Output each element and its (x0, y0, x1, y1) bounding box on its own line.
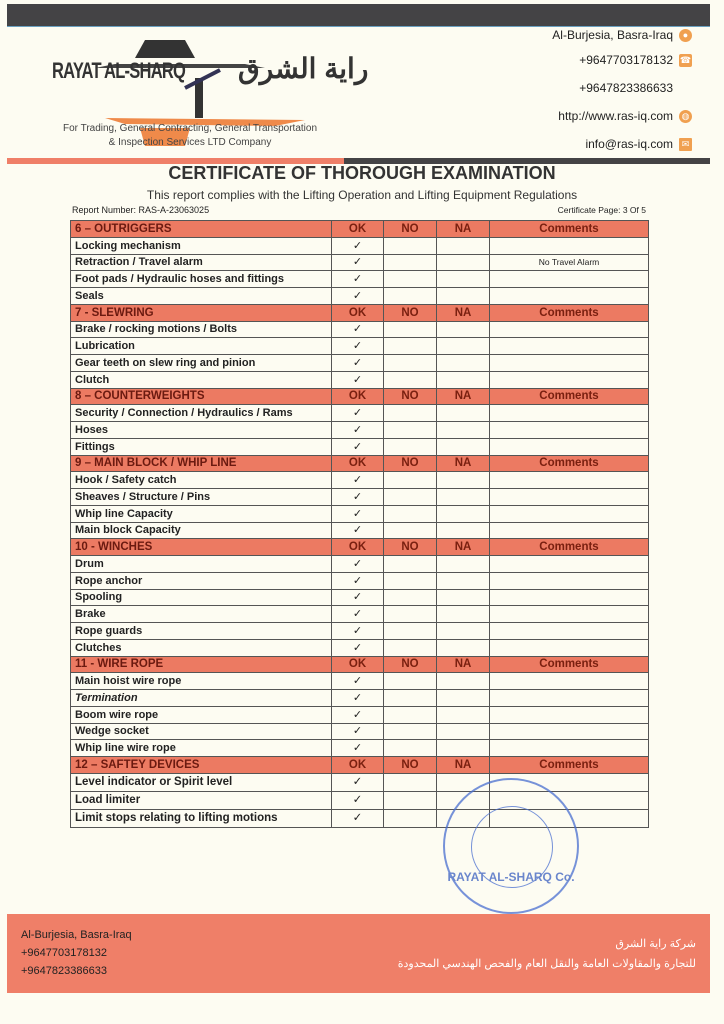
section-header-row (71, 221, 649, 238)
comment-cell (490, 338, 649, 355)
examination-table (70, 220, 649, 828)
comment-cell (490, 556, 649, 573)
no-cell (384, 723, 437, 740)
comment-cell (490, 589, 649, 606)
comments-header: Comments (490, 455, 649, 472)
ok-checkmark-icon: ✓ (332, 237, 384, 254)
location-pin-icon: ● (679, 29, 692, 42)
ok-checkmark-icon: ✓ (332, 809, 384, 827)
no-cell (384, 422, 437, 439)
ok-checkmark-icon: ✓ (332, 505, 384, 522)
comment-cell (490, 489, 649, 506)
table-row (71, 740, 649, 757)
na-cell (437, 690, 490, 707)
no-cell (384, 371, 437, 388)
ok-checkmark-icon: ✓ (332, 639, 384, 656)
document-subtitle: This report complies with the Lifting Operation and Lifting Equipment Regulations (146, 188, 578, 202)
table-row (71, 288, 649, 305)
no-header: NO (384, 388, 437, 405)
table-row (71, 556, 649, 573)
na-cell (437, 321, 490, 338)
no-cell (384, 623, 437, 640)
ok-checkmark-icon: ✓ (332, 589, 384, 606)
item-label: Clutch (71, 371, 332, 388)
na-cell (437, 288, 490, 305)
ok-checkmark-icon: ✓ (332, 740, 384, 757)
ok-checkmark-icon: ✓ (332, 338, 384, 355)
na-cell (437, 740, 490, 757)
item-label: Main block Capacity (71, 522, 332, 539)
ok-checkmark-icon: ✓ (332, 288, 384, 305)
no-cell (384, 489, 437, 506)
contact-phone-2 (579, 81, 673, 95)
no-cell (384, 438, 437, 455)
report-number: Report Number: RAS-A-23063025 (72, 205, 210, 215)
comments-header: Comments (490, 656, 649, 673)
telephone-icon: ☎ (679, 54, 692, 65)
no-cell (384, 472, 437, 489)
na-cell (437, 489, 490, 506)
no-cell (384, 288, 437, 305)
contact-website[interactable] (558, 109, 692, 123)
item-label: Termination (71, 690, 332, 707)
item-label: Level indicator or Spirit level (71, 773, 332, 791)
table-row (71, 489, 649, 506)
comment-cell (490, 505, 649, 522)
no-cell (384, 572, 437, 589)
na-header: NA (437, 539, 490, 556)
na-cell (437, 706, 490, 723)
na-header: NA (437, 656, 490, 673)
table-row (71, 505, 649, 522)
contact-phone-1 (579, 53, 692, 67)
table-row (71, 321, 649, 338)
no-cell (384, 740, 437, 757)
ok-checkmark-icon: ✓ (332, 321, 384, 338)
na-cell (437, 606, 490, 623)
item-label: Seals (71, 288, 332, 305)
comments-header: Comments (490, 304, 649, 321)
comments-header: Comments (490, 221, 649, 238)
comments-header: Comments (490, 388, 649, 405)
ok-checkmark-icon: ✓ (332, 606, 384, 623)
tagline-line-1: For Trading, General Contracting, General Transportation (62, 123, 318, 134)
table-row (71, 673, 649, 690)
globe-icon: ◍ (679, 110, 692, 123)
no-cell (384, 355, 437, 372)
table-row (71, 338, 649, 355)
comment-cell (490, 690, 649, 707)
section-header-row (71, 388, 649, 405)
ok-checkmark-icon: ✓ (332, 254, 384, 271)
comment-cell (490, 438, 649, 455)
footer-phone-2: +9647823386633 (21, 965, 107, 977)
address-text: Al-Burjesia, Basra-Iraq (552, 28, 673, 42)
item-label: Whip line wire rope (71, 740, 332, 757)
comment-cell (490, 271, 649, 288)
na-cell (437, 556, 490, 573)
table-row (71, 723, 649, 740)
ok-checkmark-icon: ✓ (332, 371, 384, 388)
no-cell (384, 338, 437, 355)
no-cell (384, 237, 437, 254)
section-header-row (71, 539, 649, 556)
na-cell (437, 639, 490, 656)
no-cell (384, 254, 437, 271)
comment-cell (490, 522, 649, 539)
na-cell (437, 572, 490, 589)
ok-header: OK (332, 221, 384, 238)
section-title: 11 - WIRE ROPE (71, 656, 332, 673)
comment-cell (490, 237, 649, 254)
ok-checkmark-icon: ✓ (332, 673, 384, 690)
brand-name-en: RAYAT AL-SHARQ (52, 58, 186, 83)
na-header: NA (437, 757, 490, 774)
table-row (71, 690, 649, 707)
item-label: Sheaves / Structure / Pins (71, 489, 332, 506)
ok-checkmark-icon: ✓ (332, 572, 384, 589)
stamp-text: RAYAT AL-SHARQ Co. (447, 870, 575, 884)
ok-checkmark-icon: ✓ (332, 489, 384, 506)
table-row (71, 271, 649, 288)
comment-cell (490, 606, 649, 623)
table-row (71, 371, 649, 388)
ok-header: OK (332, 455, 384, 472)
ok-checkmark-icon: ✓ (332, 438, 384, 455)
envelope-icon: ✉ (679, 138, 692, 151)
footer (7, 914, 710, 993)
item-label: Locking mechanism (71, 237, 332, 254)
ok-checkmark-icon: ✓ (332, 422, 384, 439)
item-label: Retraction / Travel alarm (71, 254, 332, 271)
item-label: Rope guards (71, 623, 332, 640)
item-label: Wedge socket (71, 723, 332, 740)
item-label: Drum (71, 556, 332, 573)
no-cell (384, 809, 437, 827)
section-title: 10 - WINCHES (71, 539, 332, 556)
comment-cell: No Travel Alarm (490, 254, 649, 271)
na-cell (437, 237, 490, 254)
item-label: Spooling (71, 589, 332, 606)
item-label: Fittings (71, 438, 332, 455)
na-cell (437, 673, 490, 690)
brand-name-ar: راية الشرق (238, 53, 369, 84)
na-cell (437, 254, 490, 271)
ok-checkmark-icon: ✓ (332, 271, 384, 288)
item-label: Hook / Safety catch (71, 472, 332, 489)
comment-cell (490, 371, 649, 388)
item-label: Gear teeth on slew ring and pinion (71, 355, 332, 372)
ok-header: OK (332, 757, 384, 774)
footer-arabic-name: شركة راية الشرق (615, 938, 696, 950)
section-header-row (71, 304, 649, 321)
section-header-row (71, 757, 649, 774)
item-label: Hoses (71, 422, 332, 439)
na-cell (437, 438, 490, 455)
na-cell (437, 723, 490, 740)
ok-checkmark-icon: ✓ (332, 690, 384, 707)
table-row (71, 522, 649, 539)
table-row (71, 773, 649, 791)
item-label: Boom wire rope (71, 706, 332, 723)
table-row (71, 237, 649, 254)
na-cell (437, 472, 490, 489)
company-stamp (443, 778, 579, 914)
na-cell (437, 355, 490, 372)
comment-cell (490, 321, 649, 338)
na-cell (437, 271, 490, 288)
na-header: NA (437, 388, 490, 405)
comments-header: Comments (490, 539, 649, 556)
no-cell (384, 405, 437, 422)
comment-cell (490, 740, 649, 757)
no-cell (384, 321, 437, 338)
section-header-row (71, 656, 649, 673)
ok-checkmark-icon: ✓ (332, 355, 384, 372)
ok-checkmark-icon: ✓ (332, 556, 384, 573)
na-cell (437, 589, 490, 606)
item-label: Main hoist wire rope (71, 673, 332, 690)
no-cell (384, 271, 437, 288)
no-cell (384, 606, 437, 623)
top-bar (7, 4, 710, 27)
section-header-row (71, 455, 649, 472)
ok-header: OK (332, 539, 384, 556)
section-title: 6 – OUTRIGGERS (71, 221, 332, 238)
comment-cell (490, 472, 649, 489)
ok-checkmark-icon: ✓ (332, 723, 384, 740)
no-cell (384, 589, 437, 606)
item-label: Whip line Capacity (71, 505, 332, 522)
no-header: NO (384, 221, 437, 238)
ok-checkmark-icon: ✓ (332, 773, 384, 791)
na-cell (437, 505, 490, 522)
comment-cell (490, 572, 649, 589)
section-title: 12 – SAFTEY DEVICES (71, 757, 332, 774)
no-cell (384, 673, 437, 690)
table-row (71, 355, 649, 372)
ok-header: OK (332, 656, 384, 673)
item-label: Rope anchor (71, 572, 332, 589)
website-link[interactable]: http://www.ras-iq.com (558, 109, 673, 123)
ok-checkmark-icon: ✓ (332, 623, 384, 640)
item-label: Limit stops relating to lifting motions (71, 809, 332, 827)
na-cell (437, 405, 490, 422)
table-row (71, 438, 649, 455)
comment-cell (490, 639, 649, 656)
item-label: Foot pads / Hydraulic hoses and fittings (71, 271, 332, 288)
tagline (40, 122, 340, 150)
comment-cell (490, 673, 649, 690)
table-row (71, 472, 649, 489)
contact-address (552, 28, 692, 42)
ok-header: OK (332, 388, 384, 405)
table-row (71, 589, 649, 606)
ok-checkmark-icon: ✓ (332, 522, 384, 539)
no-cell (384, 505, 437, 522)
document-title: CERTIFICATE OF THOROUGH EXAMINATION (168, 163, 556, 183)
item-label: Clutches (71, 639, 332, 656)
comment-cell (490, 422, 649, 439)
table-row (71, 422, 649, 439)
section-title: 9 – MAIN BLOCK / WHIP LINE (71, 455, 332, 472)
no-cell (384, 773, 437, 791)
section-title: 8 – COUNTERWEIGHTS (71, 388, 332, 405)
ok-checkmark-icon: ✓ (332, 791, 384, 809)
footer-address: Al-Burjesia, Basra-Iraq (21, 929, 132, 941)
comment-cell (490, 405, 649, 422)
comment-cell (490, 623, 649, 640)
table-row (71, 706, 649, 723)
table-row (71, 405, 649, 422)
na-cell (437, 522, 490, 539)
no-cell (384, 690, 437, 707)
ok-header: OK (332, 304, 384, 321)
table-row (71, 623, 649, 640)
comments-header: Comments (490, 757, 649, 774)
phone-2-text: +9647823386633 (579, 81, 673, 95)
table-row (71, 254, 649, 271)
footer-contact (21, 926, 132, 980)
table-row (71, 639, 649, 656)
certificate-page-number: Certificate Page: 3 Of 5 (557, 205, 646, 215)
na-cell (437, 338, 490, 355)
comment-cell (490, 706, 649, 723)
footer-arabic-description: للتجارة والمقاولات العامة والنقل العام والفحص الهندسي المحدودة (397, 958, 696, 970)
table-row (71, 606, 649, 623)
ok-checkmark-icon: ✓ (332, 405, 384, 422)
item-label: Brake (71, 606, 332, 623)
no-header: NO (384, 539, 437, 556)
no-cell (384, 639, 437, 656)
contact-email[interactable] (585, 137, 692, 151)
comment-cell (490, 355, 649, 372)
na-header: NA (437, 304, 490, 321)
no-header: NO (384, 757, 437, 774)
item-label: Lubrication (71, 338, 332, 355)
na-cell (437, 422, 490, 439)
comment-cell (490, 723, 649, 740)
na-cell (437, 371, 490, 388)
item-label: Brake / rocking motions / Bolts (71, 321, 332, 338)
phone-1-text: +9647703178132 (579, 53, 673, 67)
no-cell (384, 791, 437, 809)
no-header: NO (384, 656, 437, 673)
item-label: Security / Connection / Hydraulics / Rams (71, 405, 332, 422)
comment-cell (490, 288, 649, 305)
footer-phone-1: +9647703178132 (21, 947, 107, 959)
ok-checkmark-icon: ✓ (332, 472, 384, 489)
no-cell (384, 556, 437, 573)
na-header: NA (437, 221, 490, 238)
no-cell (384, 522, 437, 539)
ok-checkmark-icon: ✓ (332, 706, 384, 723)
table-row (71, 572, 649, 589)
no-header: NO (384, 455, 437, 472)
section-title: 7 - SLEWRING (71, 304, 332, 321)
no-header: NO (384, 304, 437, 321)
footer-arabic (398, 934, 696, 974)
no-cell (384, 706, 437, 723)
email-link[interactable]: info@ras-iq.com (585, 137, 673, 151)
tagline-line-2: & Inspection Services LTD Company (108, 137, 272, 148)
na-header: NA (437, 455, 490, 472)
item-label: Load limiter (71, 791, 332, 809)
na-cell (437, 623, 490, 640)
